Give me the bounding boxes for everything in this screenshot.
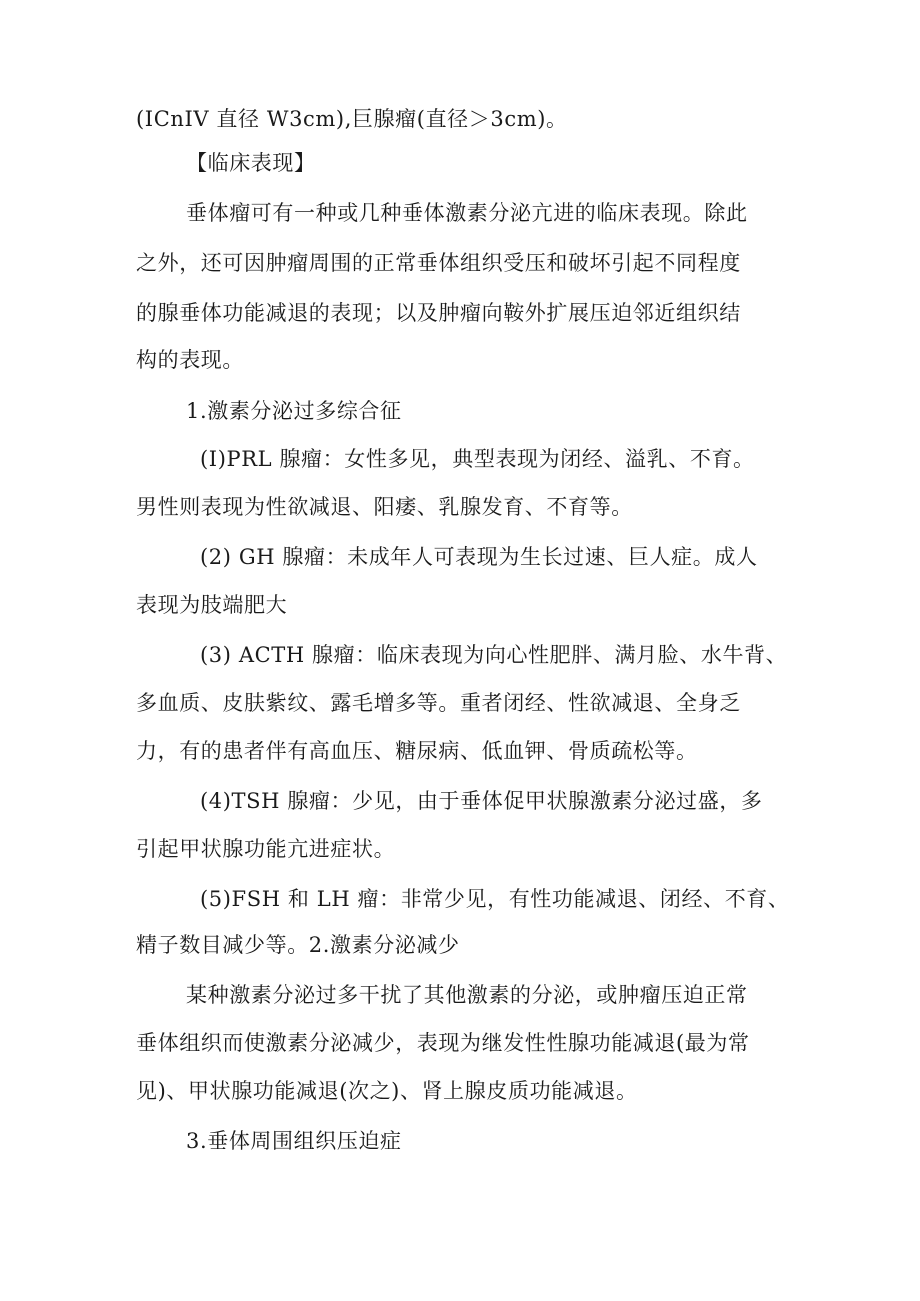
- paragraph-line: 某种激素分泌过多干扰了其他激素的分泌，或肿瘤压迫正常: [186, 983, 748, 1007]
- paragraph-line: 引起甲状腺功能亢进症状。: [136, 837, 396, 861]
- paragraph-line: 构的表现。: [136, 348, 244, 372]
- paragraph-line: 垂体组织而使激素分泌减少，表现为继发性性腺功能减退(最为常: [136, 1031, 750, 1055]
- paragraph-line: 垂体瘤可有一种或几种垂体激素分泌亢进的临床表现。除此: [186, 201, 748, 225]
- paragraph-line: (5)FSH 和 LH 瘤：非常少见，有性功能减退、闭经、不育、: [200, 887, 790, 911]
- paragraph-line: 力，有的患者伴有高血压、糖尿病、低血钾、骨质疏松等。: [136, 739, 698, 763]
- paragraph-line: (3) ACTH 腺瘤：临床表现为向心性肥胖、满月脸、水牛背、: [200, 643, 788, 667]
- subsection-heading: 1.激素分泌过多综合征: [186, 399, 402, 423]
- subsection-heading: 3.垂体周围组织压迫症: [186, 1129, 402, 1153]
- paragraph-line: 之外，还可因肿瘤周围的正常垂体组织受压和破坏引起不同程度: [136, 251, 741, 275]
- paragraph-line: (2) GH 腺瘤：未成年人可表现为生长过速、巨人症。成人: [200, 545, 758, 569]
- paragraph-line: 男性则表现为性欲减退、阳痿、乳腺发育、不育等。: [136, 495, 633, 519]
- paragraph-line: 的腺垂体功能减退的表现；以及肿瘤向鞍外扩展压迫邻近组织结: [136, 301, 741, 325]
- paragraph-line: 表现为肢端肥大: [136, 593, 288, 617]
- paragraph-line: 多血质、皮肤紫纹、露毛增多等。重者闭经、性欲减退、全身乏: [136, 691, 741, 715]
- section-heading: 【临床表现】: [186, 151, 316, 175]
- paragraph-line: 精子数目减少等。2.激素分泌减少: [136, 933, 460, 957]
- text-line: (ICnIV 直径 W3cm),巨腺瘤(直径＞3cm)。: [136, 107, 568, 131]
- paragraph-line: 见)、甲状腺功能减退(次之)、肾上腺皮质功能减退。: [136, 1079, 638, 1103]
- paragraph-line: (4)TSH 腺瘤：少见，由于垂体促甲状腺激素分泌过盛，多: [200, 789, 763, 813]
- paragraph-line: (I)PRL 腺瘤：女性多见，典型表现为闭经、溢乳、不育。: [200, 447, 755, 471]
